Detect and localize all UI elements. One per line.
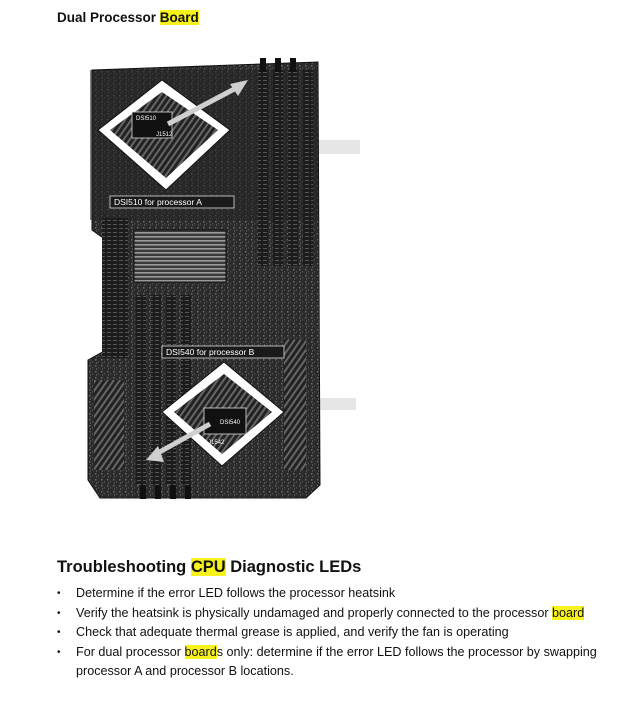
callout-processor-a: DSI510 for processor A — [114, 197, 202, 207]
chip-a-label-1: DSI510 — [136, 116, 157, 122]
bullet-4-highlight: board — [184, 644, 217, 659]
bullet-4-pre: For dual processor — [76, 644, 185, 659]
bullet-3-text: Check that adequate thermal grease is applied, and verify the fan is operating — [76, 625, 509, 640]
list-item — [57, 623, 617, 643]
section-heading — [57, 558, 361, 577]
logic-board-photo — [70, 40, 370, 510]
figure-title-text: Dual Processor — [57, 10, 160, 25]
bullet-2-highlight: board — [552, 605, 585, 620]
bullet-1-text: Determine if the error LED follows the processor heatsink — [76, 586, 396, 600]
chip-b-label-1: DSI540 — [220, 420, 241, 426]
figure-title-highlight: Board — [159, 10, 199, 25]
list-item — [57, 584, 617, 604]
list-item — [57, 643, 617, 682]
figure-title — [57, 10, 199, 25]
bullet-2-pre: Verify the heatsink is physically undamaged and properly connected to the processor — [76, 605, 553, 620]
chip-b-label-2: J1542 — [208, 440, 225, 446]
heading-highlight: CPU — [190, 558, 226, 576]
bullet-4-post: s only: determine if the error LED follows the processor by swapping processor A and processor B locations. — [76, 644, 597, 679]
troubleshooting-list — [57, 584, 617, 682]
heading-post: Diagnostic LEDs — [225, 558, 362, 576]
heading-pre: Troubleshooting — [57, 558, 191, 576]
chip-a-label-2: J1512 — [156, 132, 173, 138]
callout-processor-b: DSI540 for processor B — [166, 347, 255, 357]
list-item — [57, 604, 617, 624]
